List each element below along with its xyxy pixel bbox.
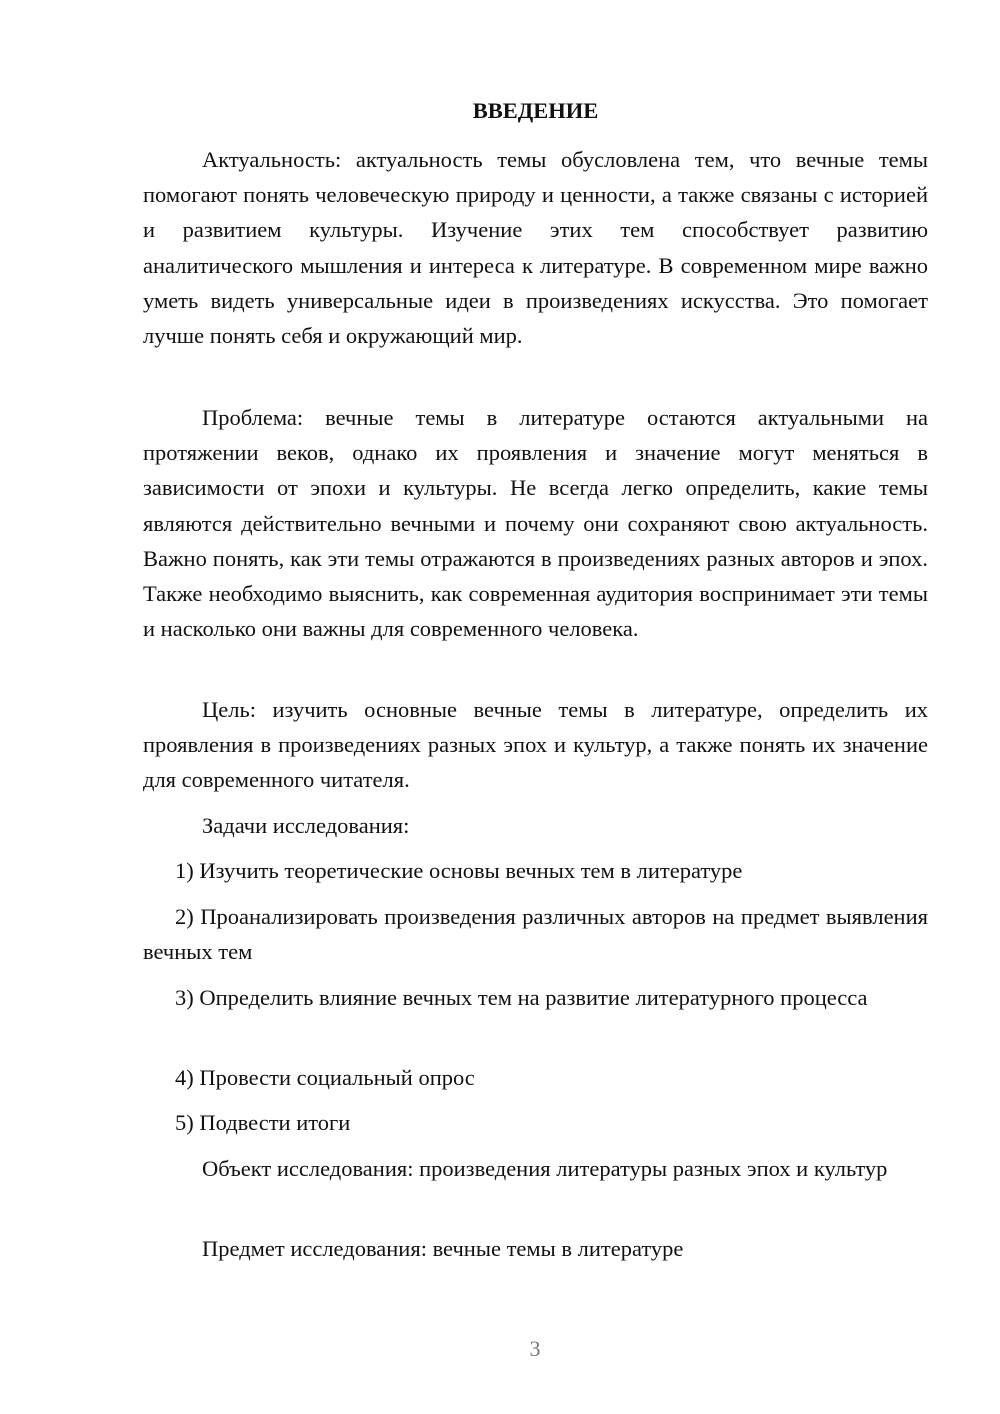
paragraph-problem: Проблема: вечные темы в литературе остаются актуальными на протяжении веков, однако их проявления и значение могут меняться в зависимости от эпохи и культуры. Не всегда легко определить, какие темы являются действительно вечными и почему они сохраняют свою актуальность. Важно понять, как эти темы отражаются в произведениях разных авторов и эпох. Также необходимо выяснить, как современная аудитория воспринимает эти темы и насколько они важны для современного человека.	[143, 405, 928, 642]
paragraph-subject: Предмет исследования: вечные темы в литературе	[202, 1236, 684, 1261]
task-item-2: 2) Проанализировать произведения различных авторов на предмет выявления вечных тем	[143, 904, 928, 965]
task-item-4: 4) Провести социальный опрос	[175, 1065, 475, 1090]
paragraph-tasks-intro: Задачи исследования:	[202, 813, 410, 838]
task-item-1: 1) Изучить теоретические основы вечных тем в литературе	[175, 858, 743, 883]
paragraph-relevance: Актуальность: актуальность темы обусловлена тем, что вечные темы помогают понять человеческую природу и ценности, а также связаны с историей и развитием культуры. Изучение этих тем способствует развитию аналитического мышления и интереса к литературе. В современном мире важно уметь видеть универсальные идеи в произведениях искусства. Это помогает лучше понять себя и окружающий мир.	[143, 147, 928, 349]
page-number: 3	[529, 1336, 541, 1361]
paragraph-goal: Цель: изучить основные вечные темы в литературе, определить их проявления в произведениях разных эпох и культур, а также понять их значение для современного читателя.	[143, 697, 928, 793]
task-item-3: 3) Определить влияние вечных тем на развитие литературного процесса	[175, 985, 868, 1010]
paragraph-object: Объект исследования: произведения литературы разных эпох и культур	[202, 1156, 888, 1181]
task-item-5: 5) Подвести итоги	[175, 1110, 351, 1135]
section-heading: ВВЕДЕНИЕ	[472, 98, 599, 123]
